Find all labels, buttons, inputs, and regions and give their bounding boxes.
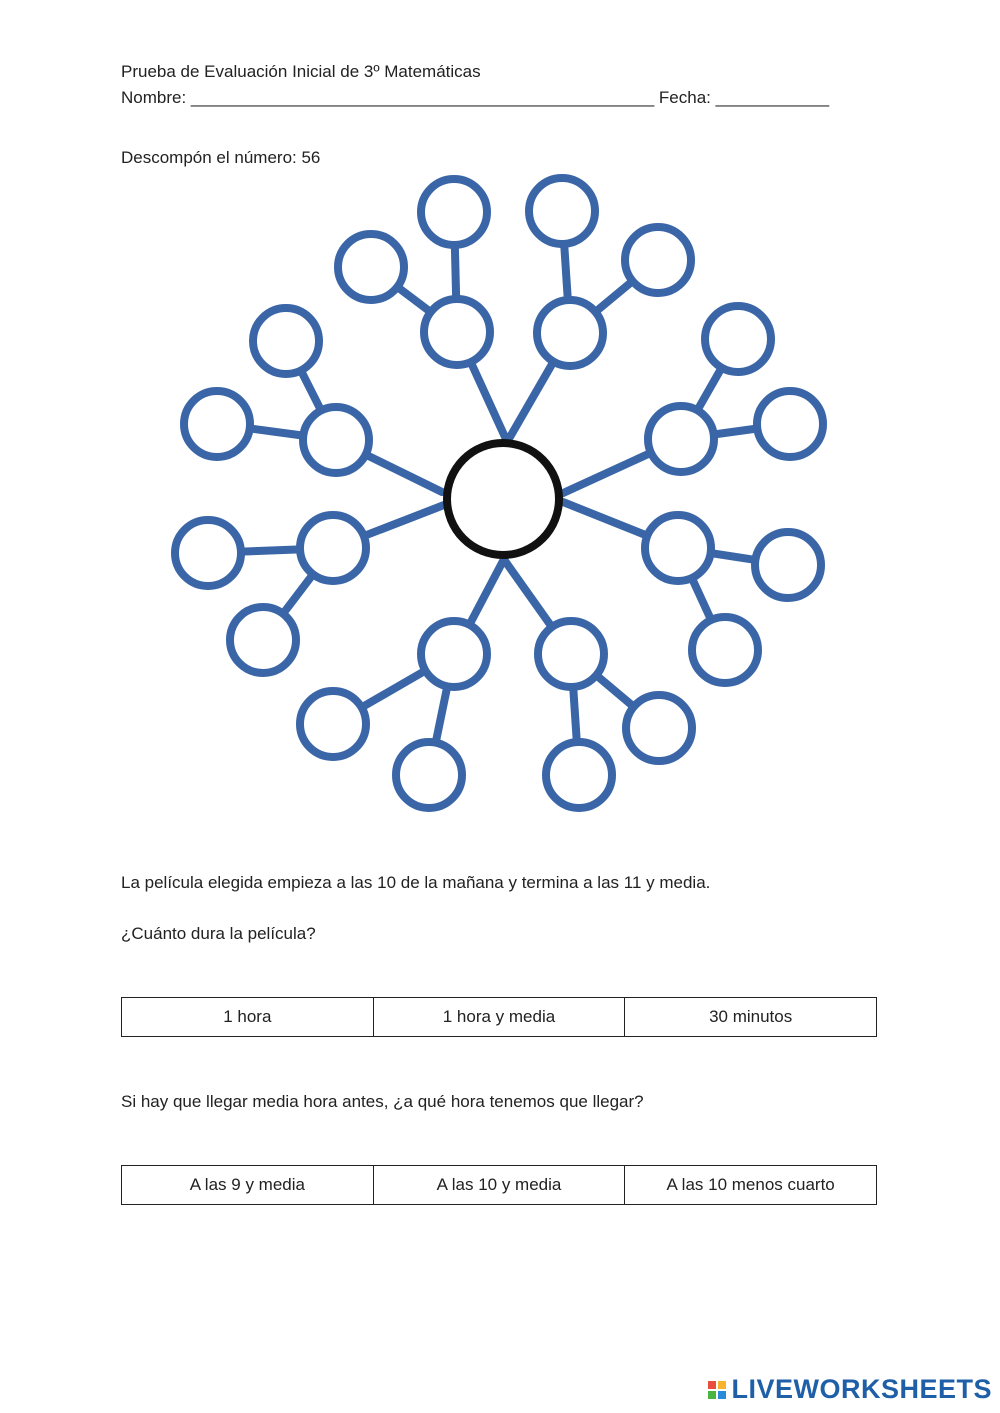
leaf-circle-1-1[interactable] xyxy=(421,179,487,245)
spoke-line xyxy=(469,561,503,625)
leaf-line xyxy=(397,287,430,312)
leaf-line xyxy=(283,574,313,613)
leaf-line xyxy=(714,428,758,434)
branch-circle-6[interactable] xyxy=(421,621,487,687)
spoke-line xyxy=(366,455,442,492)
question2-options xyxy=(121,1165,877,1205)
leaf-circle-8-2[interactable] xyxy=(253,308,319,374)
logo-squares-icon xyxy=(707,1380,727,1400)
leaf-circle-6-1[interactable] xyxy=(300,691,366,757)
q1-option-2[interactable]: 1 hora y media xyxy=(373,998,625,1037)
branch-circle-4[interactable] xyxy=(645,515,711,581)
spoke-line xyxy=(510,362,554,437)
spoke-line xyxy=(563,502,647,536)
branch-circle-5[interactable] xyxy=(538,621,604,687)
leaf-line xyxy=(596,675,633,707)
leaf-line xyxy=(595,281,632,312)
branch-circle-1[interactable] xyxy=(424,299,490,365)
leaf-line xyxy=(697,368,721,411)
leaf-circle-7-2[interactable] xyxy=(230,607,296,673)
q2-option-2[interactable]: A las 10 y media xyxy=(373,1166,625,1205)
q1-option-3[interactable]: 30 minutos xyxy=(625,998,877,1037)
leaf-circle-3-1[interactable] xyxy=(705,306,771,372)
center-circle[interactable] xyxy=(447,443,559,555)
brand-text: LIVEWORKSHEETS xyxy=(731,1374,992,1404)
leaf-line xyxy=(241,549,300,551)
leaf-circle-7-1[interactable] xyxy=(175,520,241,586)
question2-prompt: Si hay que llegar media hora antes, ¿a qué hora tenemos que llegar? xyxy=(121,1092,644,1111)
leaf-line xyxy=(250,428,304,435)
leaf-circle-3-2[interactable] xyxy=(757,391,823,457)
decompose-prompt: Descompón el número: 56 xyxy=(121,148,321,167)
q1-option-1[interactable]: 1 hora xyxy=(122,998,374,1037)
spoke-line xyxy=(505,561,552,627)
leaf-circle-2-1[interactable] xyxy=(529,178,595,244)
spoke-line xyxy=(364,505,444,536)
leaf-line xyxy=(455,245,456,299)
liveworksheets-logo xyxy=(707,1374,992,1405)
leaf-circle-1-2[interactable] xyxy=(338,234,404,300)
leaf-line xyxy=(573,687,577,742)
leaf-circle-5-1[interactable] xyxy=(626,695,692,761)
question1-options xyxy=(121,997,877,1037)
leaf-line xyxy=(301,370,321,410)
branch-circle-8[interactable] xyxy=(303,407,369,473)
spoke-line xyxy=(561,453,651,494)
leaf-line xyxy=(362,671,426,708)
leaf-line xyxy=(564,244,568,300)
spoke-line xyxy=(471,362,505,437)
leaf-circle-6-2[interactable] xyxy=(396,742,462,808)
leaf-line xyxy=(711,553,756,560)
q2-option-1[interactable]: A las 9 y media xyxy=(122,1166,374,1205)
leaf-circle-8-1[interactable] xyxy=(184,391,250,457)
leaf-line xyxy=(692,578,711,620)
leaf-circle-4-1[interactable] xyxy=(755,532,821,598)
worksheet-title: Prueba de Evaluación Inicial de 3º Matemáticas xyxy=(121,62,481,81)
branch-circle-3[interactable] xyxy=(648,406,714,472)
question1-statement: La película elegida empieza a las 10 de la mañana y termina a las 11 y media. xyxy=(121,873,711,892)
leaf-line xyxy=(436,686,448,742)
leaf-circle-4-2[interactable] xyxy=(692,617,758,683)
name-date-line: Nombre: _________________________________________________ Fecha: ____________ xyxy=(121,88,830,107)
branch-circle-7[interactable] xyxy=(300,515,366,581)
branch-circle-2[interactable] xyxy=(537,300,603,366)
leaf-circle-5-2[interactable] xyxy=(546,742,612,808)
leaf-circle-2-2[interactable] xyxy=(625,227,691,293)
question1-prompt: ¿Cuánto dura la película? xyxy=(121,924,316,943)
q2-option-3[interactable]: A las 10 menos cuarto xyxy=(625,1166,877,1205)
